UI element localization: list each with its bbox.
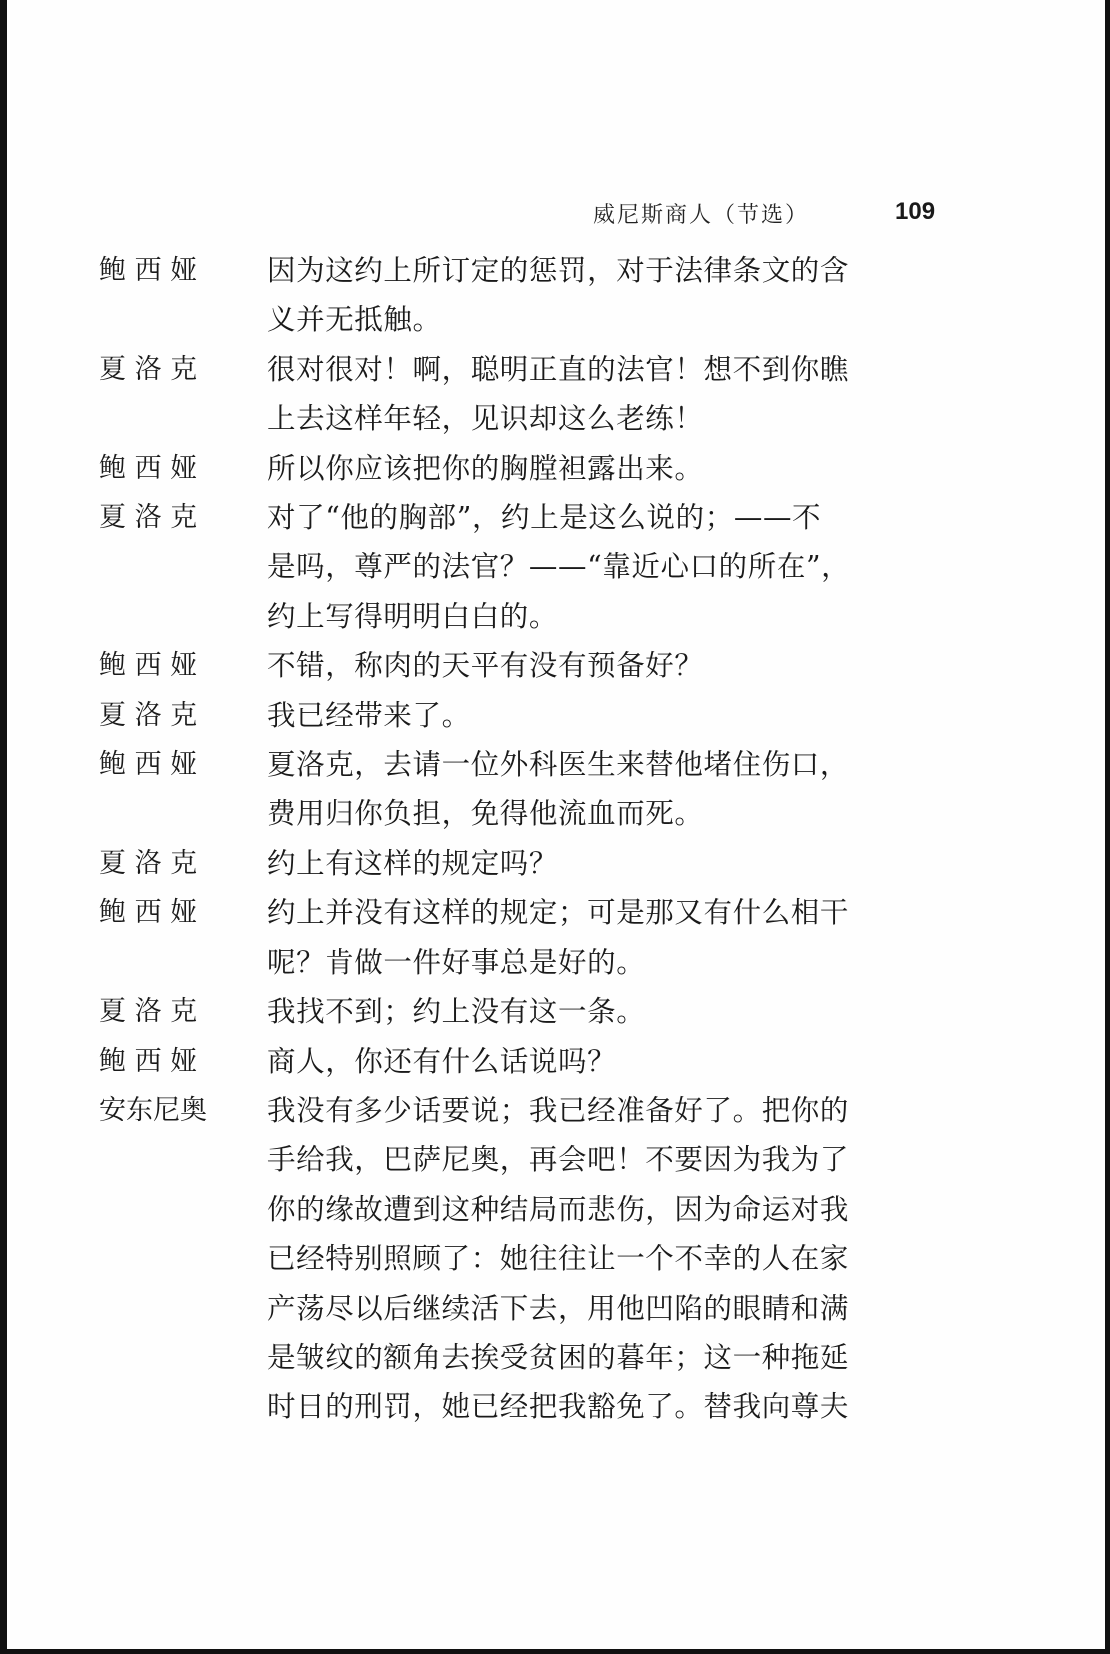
speech-text [267,987,959,1036]
speech-text [267,740,959,839]
dialogue-entry [99,987,959,1036]
dialogue-entry [99,493,959,641]
dialogue-entry [99,691,959,740]
speech-line: 时日的刑罚，她已经把我豁免了。替我向尊夫 [267,1390,850,1424]
speech-text [267,444,959,493]
speaker-name: 鲍 西 娅 [99,255,198,286]
speech-line: 呢？肯做一件好事总是好的。 [267,945,646,979]
speech-line: 是皱纹的额角去挨受贫困的暮年；这一种拖延 [267,1340,850,1374]
speaker-name: 安东尼奥 [99,1094,207,1126]
speech-line: 已经特别照顾了：她往往让一个不幸的人在家 [267,1242,850,1276]
speech-line: 手给我，巴萨尼奥，再会吧！不要因为我为了 [267,1143,850,1177]
speech-line: 义并无抵触。 [267,303,442,337]
speaker-name: 夏 洛 克 [99,847,198,879]
speaker-name: 夏 洛 克 [99,996,198,1028]
speaker-name: 夏 洛 克 [99,353,198,385]
speech-text [267,888,959,987]
speech-line: 我找不到；约上没有这一条。 [267,995,646,1029]
speech-line: 不错，称肉的天平有没有预备好？ [267,649,704,683]
speech-line: 约上并没有这样的规定；可是那又有什么相干 [267,896,850,930]
speech-line: 是吗，尊严的法官？——“靠近心口的所在”， [267,550,851,584]
dialogue-entry [99,345,959,444]
speech-text [267,246,959,345]
dialogue-entry [99,1086,959,1432]
speech-line: 因为这约上所订定的惩罚，对于法律条文的含 [267,254,850,287]
dialogue-entry [99,246,959,345]
speech-text [267,691,959,740]
speech-line: 你的缘故遭到这种结局而悲伤，因为命运对我 [267,1192,850,1226]
speech-text [267,1086,959,1432]
speaker-name: 鲍 西 娅 [99,452,198,484]
running-title: 威尼斯商人（节选） [593,203,810,228]
dialogue-entry [99,839,959,888]
speech-line: 产荡尽以后继续活下去，用他凹陷的眼睛和满 [267,1291,850,1325]
speaker-name: 鲍 西 娅 [99,650,198,682]
speech-line: 我已经带来了。 [267,698,471,732]
speaker-name: 夏 洛 克 [99,699,198,731]
speech-line: 所以你应该把你的胸膛袒露出来。 [267,451,704,485]
speech-text [267,345,959,444]
speech-text [267,1037,959,1086]
speech-line: 夏洛克，去请一位外科医生来替他堵住伤口， [267,748,850,782]
dialogue-entry [99,888,959,987]
speech-line: 商人，你还有什么话说吗？ [267,1044,617,1078]
speech-text [267,839,959,888]
speech-line: 约上有这样的规定吗？ [267,846,559,880]
speech-line: 对了“他的胸部”，约上是这么说的；——不 [267,501,822,535]
dialogue-body [99,246,959,1432]
speaker-name: 夏 洛 克 [99,502,198,534]
speech-line: 上去这样年轻，见识却这么老练！ [267,402,704,436]
speech-line: 我没有多少话要说；我已经准备好了。把你的 [267,1093,850,1127]
dialogue-entry [99,641,959,690]
dialogue-entry [99,740,959,839]
speech-line: 费用归你负担，免得他流血而死。 [267,797,704,831]
speech-line: 约上写得明明白白的。 [267,599,559,633]
speaker-name: 鲍 西 娅 [99,749,198,781]
speaker-name: 鲍 西 娅 [99,1045,198,1077]
speech-text [267,641,959,690]
speaker-name: 鲍 西 娅 [99,897,198,929]
speech-line: 很对很对！啊，聪明正直的法官！想不到你瞧 [267,352,850,386]
dialogue-entry [99,1037,959,1086]
speech-text [267,493,959,641]
page-number: 109 [895,198,936,225]
dialogue-entry [99,444,959,493]
